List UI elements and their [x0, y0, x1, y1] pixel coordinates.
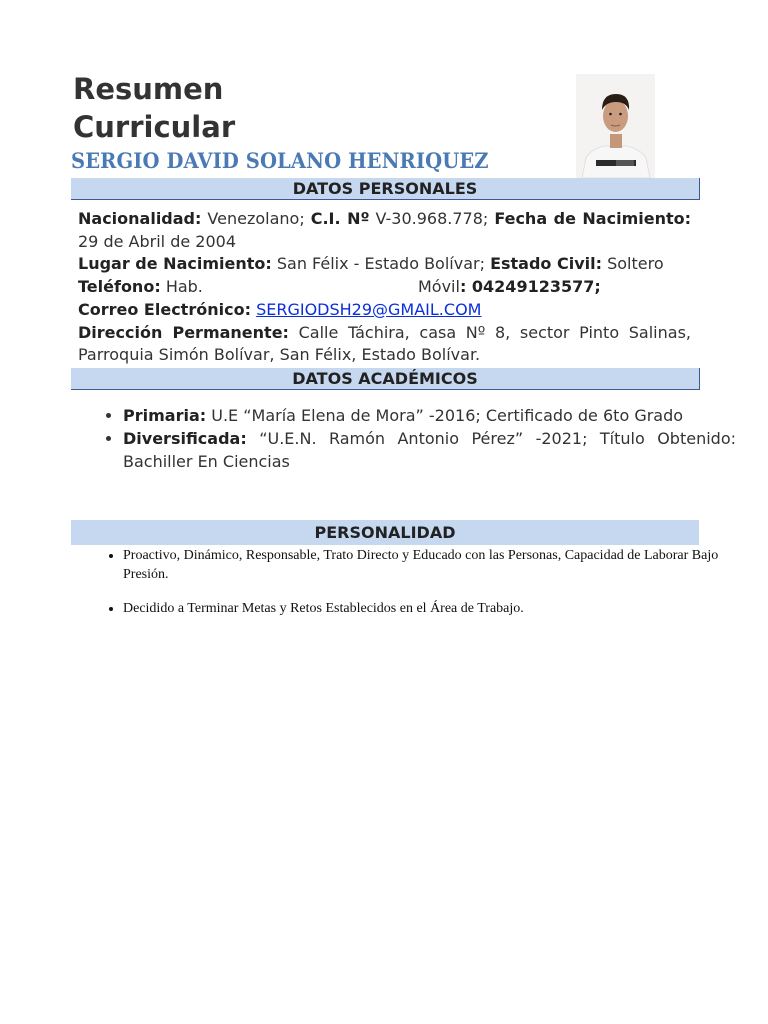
personal-line-1	[78, 208, 691, 253]
birth-label: Fecha de Nacimiento:	[494, 209, 691, 228]
personal-line-5	[78, 322, 691, 367]
ci-label: C.I. Nº	[310, 209, 370, 228]
nationality-value: Venezolano;	[207, 209, 305, 228]
list-item: • Proactivo, Dinámico, Responsable, Trato Directo y Educado con las Personas, Capacidad de Laborar Bajo Presión.	[123, 546, 728, 584]
personal-details	[78, 208, 691, 367]
birthplace-value: San Félix - Estado Bolívar;	[276, 254, 485, 274]
section-academic-header: DATOS ACADÉMICOS	[71, 368, 700, 390]
list-item: • Decidido a Terminar Metas y Retos Establecidos en el Área de Trabajo.	[123, 599, 728, 618]
civil-status-label: Estado Civil:	[490, 254, 603, 274]
list-item	[123, 404, 736, 427]
mobile-value: : 04249123577;	[459, 277, 601, 297]
profile-photo	[576, 74, 655, 178]
document-title: Resumen Curricular	[73, 72, 236, 144]
academic-level-label: Diversificada:	[123, 429, 247, 448]
academic-list	[78, 404, 736, 473]
personal-line-2	[78, 253, 691, 276]
address-value: Calle Táchira, casa Nº 8, sector Pinto Salinas, Parroquia Simón Bolívar, San Félix, Estado Bolívar.	[78, 322, 691, 365]
section-personality-header: PERSONALIDAD	[71, 520, 699, 545]
personal-line-4	[78, 299, 691, 322]
birth-value: 29 de Abril de 2004	[78, 231, 236, 251]
title-wrap	[73, 70, 373, 144]
academic-level-label: Primaria:	[123, 406, 207, 425]
phone-value: Hab.	[165, 277, 203, 297]
list-item	[123, 427, 736, 473]
academic-level-text: U.E “María Elena de Mora” -2016; Certificado de 6to Grado	[211, 406, 684, 425]
nationality-label: Nacionalidad:	[78, 209, 202, 228]
academic-level-text: “U.E.N. Ramón Antonio Pérez” -2021; Título Obtenido: Bachiller En Ciencias	[123, 429, 736, 471]
person-photo-icon	[576, 74, 655, 178]
ci-value: V-30.968.778;	[375, 209, 489, 228]
personality-list	[78, 546, 728, 633]
candidate-name: SERGIO DAVID SOLANO HENRIQUEZ	[71, 148, 489, 173]
civil-status-value: Soltero	[607, 254, 664, 274]
mobile-label: Móvil	[417, 277, 460, 297]
birthplace-label: Lugar de Nacimiento:	[78, 254, 272, 274]
address-label: Dirección Permanente:	[78, 322, 289, 342]
phone-label: Teléfono:	[78, 277, 161, 297]
personal-line-3	[78, 276, 691, 299]
email-label: Correo Electrónico:	[78, 299, 251, 319]
email-link[interactable]: SERGIODSH29@GMAIL.COM	[256, 299, 482, 319]
section-personal-header: DATOS PERSONALES	[71, 178, 700, 200]
